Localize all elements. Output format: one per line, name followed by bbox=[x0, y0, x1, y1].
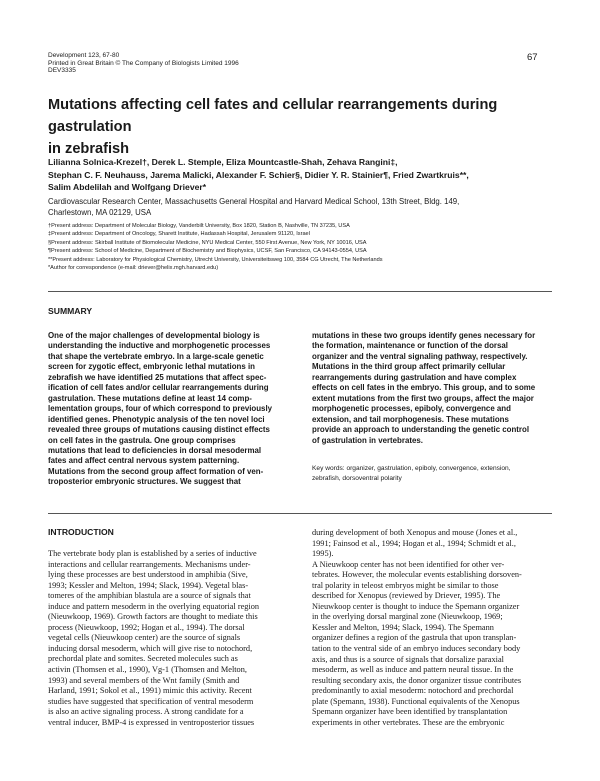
summary-left-column bbox=[48, 331, 306, 488]
summary-line: Mutations in the third group affect primarily cellular bbox=[312, 362, 506, 372]
summary-line: One of the major challenges of developmental biology is bbox=[48, 331, 260, 340]
affiliation bbox=[48, 196, 568, 218]
body-line: tral polarity in teleost embryos might be similar to those bbox=[312, 580, 499, 590]
summary-line: mutations in these two groups identify genes necessary for bbox=[312, 331, 536, 340]
introduction-right-column bbox=[312, 528, 570, 728]
body-line: Kessler and Melton, 1994; Slack, 1994). The Spemann bbox=[312, 622, 494, 632]
summary-line: effects on cell fates in the embryo. This group, and to some bbox=[312, 383, 536, 393]
author-line: Stephan C. F. Neuhauss, Jarema Malicki, Alexander F. Schier§, Didier Y. R. Stainier¶, Fried Zwartkruis**, bbox=[48, 169, 469, 180]
introduction-left-column bbox=[48, 549, 306, 728]
page-number: 67 bbox=[527, 52, 538, 63]
body-line: predominantly to axial mesoderm: notochord and prechordal bbox=[312, 686, 514, 696]
summary-line: mutations that lead to deficiencies in dorsal mesodermal bbox=[48, 445, 262, 455]
summary-line: understanding the inductive and morphogenetic processes bbox=[48, 341, 271, 351]
summary-line: troposterior embryonic structures. We suggest that bbox=[48, 477, 241, 487]
summary-right-column bbox=[312, 331, 570, 446]
body-line: 1993; Kessler and Melton, 1994; Slack, 1994). Vegetal blas- bbox=[48, 580, 249, 590]
body-line: tebrates. However, the molecular events establishing dorsoven- bbox=[312, 570, 522, 580]
body-line: resulting secondary axis, the donor organizer tissue contributes bbox=[312, 675, 522, 685]
summary-line: gastrulation. These mutations define at least 14 comp- bbox=[48, 393, 252, 403]
author-list bbox=[48, 156, 568, 194]
summary-line: identified genes. Phenotypic analysis of the ten novel loci bbox=[48, 414, 265, 424]
summary-line: extension, and tail morphogenesis. These mutations bbox=[312, 414, 509, 424]
article-title bbox=[48, 94, 568, 160]
footnote-line: †Present address: Department of Molecular Biology, Vanderbilt University, Box 1820, Station B, Nashville, TN 37235, USA bbox=[48, 223, 350, 229]
body-line: 1991; Fainsod et al., 1994; Hogan et al., 1994; Schmidt et al., bbox=[312, 538, 516, 548]
footnote-line: **Present address: Laboratory for Physiological Chemistry, Utrecht University, Universiteitsweg 100, 3584 CG Utrecht, The Netherlands bbox=[48, 256, 383, 263]
title-line: Mutations affecting cell fates and cellular rearrangements during gastrulation bbox=[48, 97, 498, 135]
section-divider bbox=[48, 513, 552, 514]
body-line: during development of both Xenopus and mouse (Jones et al., bbox=[312, 528, 518, 537]
summary-line: morphogenetic processes, epiboly, convergence and bbox=[312, 404, 511, 414]
keywords-line: zebrafish, dorsoventral polarity bbox=[312, 475, 402, 482]
summary-line: that shape the vertebrate embryo. In a large-scale genetic bbox=[48, 351, 264, 361]
summary-line: the formation, maintenance or function of the dorsal bbox=[312, 341, 508, 351]
summary-line: provide an approach to understanding the genetic control bbox=[312, 425, 530, 435]
summary-heading: SUMMARY bbox=[48, 306, 93, 316]
summary-line: rearrangements during gastrulation and have complex bbox=[312, 372, 517, 382]
body-line: process (Nieuwkoop, 1992; Hogan et al., 1994). The dorsal bbox=[48, 622, 245, 632]
body-line: activin (Thomsen et al., 1990), Vg-1 (Thomsen and Melton, bbox=[48, 665, 247, 675]
summary-line: zebrafish we have identified 25 mutations that affect spec- bbox=[48, 372, 267, 382]
body-line: Nieuwkoop center is thought to induce the Spemann organizer bbox=[312, 601, 520, 611]
body-line: studies have suggested that specification of ventral mesoderm bbox=[48, 696, 254, 706]
body-line: ventral inducer, BMP-4 is expressed in ventroposterior tissues bbox=[48, 717, 255, 727]
summary-line: extent mutations from the first two groups, affect the major bbox=[312, 393, 534, 403]
author-line: Salim Abdelilah and Wolfgang Driever* bbox=[48, 182, 207, 193]
body-line: plate (Spemann, 1938). Functional equivalents of the Xenopus bbox=[312, 696, 520, 706]
section-divider bbox=[48, 291, 552, 292]
title-line: in zebrafish bbox=[48, 141, 130, 157]
body-line: lying these processes are best understood in amphibia (Sive, bbox=[48, 570, 248, 580]
body-line: Harland, 1991; Sokol et al., 1991) mimic this activity. Recent bbox=[48, 686, 252, 696]
address-footnotes bbox=[48, 222, 568, 272]
body-line: mesoderm, as well as induce and pattern neural tissue. In the bbox=[312, 665, 514, 675]
body-line: The vertebrate body plan is established by a series of inductive bbox=[48, 549, 257, 558]
summary-line: ification of cell fates and/or cellular rearrangements during bbox=[48, 383, 269, 393]
body-line: interactions and cellular rearrangements. Mechanisms under- bbox=[48, 559, 251, 569]
summary-line: fates and affect central nervous system patterning. bbox=[48, 456, 240, 466]
introduction-heading: INTRODUCTION bbox=[48, 527, 114, 537]
body-line: 1995). bbox=[312, 549, 334, 559]
summary-line: screen for zygotic effect, embryonic lethal mutations in bbox=[48, 362, 255, 372]
footnote-line: §Present address: Skirball Institute of Biomolecular Medicine, NYU Medical Center, 550 First Avenue, New York, NY 10016, USA bbox=[48, 239, 367, 246]
body-line: organizer defines a region of the gastrula that upon transplan- bbox=[312, 633, 517, 643]
body-line: tation to the ventral side of an embryo induces secondary body bbox=[312, 644, 521, 654]
body-line: 1993) and several members of the Wnt family (Smith and bbox=[48, 675, 240, 685]
summary-line: on cell fates in the gastrula. One group comprises bbox=[48, 435, 236, 445]
body-line: A Nieuwkoop center has not been identified for other ver- bbox=[312, 559, 505, 569]
affiliation-line: Cardiovascular Research Center, Massachusetts General Hospital and Harvard Medical School, 13th Street, Bldg. 149, bbox=[48, 197, 460, 206]
body-line: induce and pattern mesoderm in the overlying equatorial region bbox=[48, 601, 260, 611]
body-line: (Nieuwkoop, 1969). Growth factors are thought to mediate this bbox=[48, 612, 258, 622]
author-line: Lilianna Solnica-Krezel†, Derek L. Stemple, Eliza Mountcastle-Shah, Zehava Rangini‡, bbox=[48, 157, 398, 167]
summary-line: lementation groups, four of which correspond to previously bbox=[48, 404, 273, 414]
keywords bbox=[312, 464, 572, 484]
body-line: tomeres of the amphibian blastula are a source of signals that bbox=[48, 591, 251, 601]
body-line: vegetal cells (Nieuwkoop center) are the source of signals bbox=[48, 633, 241, 643]
summary-line: organizer and the ventral signaling pathway, respectively. bbox=[312, 351, 528, 361]
body-line: prechordal plate and somites. Secreted molecules such as bbox=[48, 654, 238, 664]
body-line: axis, and thus is a source of signals that dorsalize paraxial bbox=[312, 654, 504, 664]
journal-line: Printed in Great Britain © The Company of Biologists Limited 1996 bbox=[48, 59, 239, 67]
body-line: in the overlying dorsal marginal zone (Nieuwkoop, 1969; bbox=[312, 612, 503, 622]
footnote-line: ‡Present address: Department of Oncology, Sharett Institute, Hadassah Hospital, Jerusalem 91120, Israel bbox=[48, 231, 310, 238]
journal-info bbox=[48, 52, 348, 75]
journal-line: DEV3335 bbox=[48, 67, 76, 75]
summary-line: of gastrulation in vertebrates. bbox=[312, 435, 423, 445]
journal-line: Development 123, 67-80 bbox=[48, 52, 120, 59]
body-line: experiments in other vertebrates. These are the embryonic bbox=[312, 717, 505, 727]
affiliation-line: Charlestown, MA 02129, USA bbox=[48, 208, 152, 217]
body-line: is also an active signaling process. A strong candidate for a bbox=[48, 707, 244, 717]
body-line: inducing dorsal mesoderm, which will give rise to notochord, bbox=[48, 643, 253, 653]
body-line: described for Xenopus (reviewed by Driever, 1995). The bbox=[312, 591, 501, 601]
keywords-line: Key words: organizer, gastrulation, epiboly, convergence, extension, bbox=[312, 465, 511, 472]
footnote-line: ¶Present address: School of Medicine, Department of Biochemistry and Biophysics, UCSF, San Francisco, CA 94143-0554, USA bbox=[48, 248, 367, 255]
footnote-line: *Author for correspondence (e-mail: driever@helix.mgh.harvard.edu) bbox=[48, 265, 219, 272]
body-line: Spemann organizer have been identified by transplantation bbox=[312, 707, 508, 717]
summary-line: revealed three groups of mutations causing distinct effects bbox=[48, 425, 270, 435]
summary-line: Mutations from the second group affect formation of ven- bbox=[48, 466, 264, 476]
